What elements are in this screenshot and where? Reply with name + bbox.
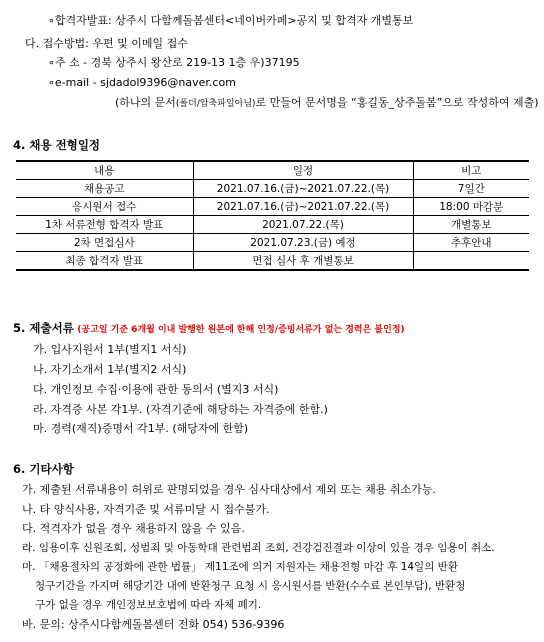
- misc-heading: 6. 기타사항: [13, 462, 74, 476]
- announcement-line: ∘합격자발표: 상주시 다함께돌봄센터<네이버카페>공지 및 합격자 개별통보: [48, 14, 414, 27]
- table-header-row: [16, 161, 529, 180]
- email-line: ∘e-mail - sjdadol9396@naver.com: [48, 76, 236, 89]
- list-item: 나. 타 양식사용, 자격기준 및 서류미달 시 접수불가.: [22, 503, 270, 516]
- table-row: [16, 216, 529, 234]
- cell-content: 채용공고: [16, 180, 193, 198]
- contact-line: 바. 문의: 상주시다함께돌봄센터 전화 054) 536-9396: [22, 618, 285, 631]
- table-row: [16, 180, 529, 198]
- cell-schedule: 면접 심사 후 개별통보: [193, 252, 413, 271]
- cell-schedule: 2021.07.16.(금)~2021.07.22.(목): [193, 180, 413, 198]
- application-method: 다. 접수방법: 우편 및 이메일 접수: [25, 37, 188, 50]
- cell-remarks: 개별통보: [413, 216, 529, 234]
- schedule-table: [16, 160, 529, 271]
- list-item: 가. 입사지원서 1부(별지1 서식): [33, 343, 187, 356]
- list-item: 마. 「채용절차의 공정화에 관한 법률」 제11조에 의거 지원자는 채용전형 마감 후 14일의 반환: [22, 561, 458, 573]
- cell-schedule: 2021.07.22.(목): [193, 216, 413, 234]
- address-line: ∘주 소 - 경북 상주시 왕산로 219-13 1층 우)37195: [48, 56, 300, 69]
- cell-content: 응시원서 접수: [16, 198, 193, 216]
- cell-remarks: 18:00 마감분: [413, 198, 529, 216]
- documents-heading-line: [13, 321, 405, 338]
- header-schedule: 일정: [193, 161, 413, 180]
- cell-schedule: 2021.07.16.(금)~2021.07.22.(목): [193, 198, 413, 216]
- header-remarks: 비고: [413, 161, 529, 180]
- cell-remarks: 7일간: [413, 180, 529, 198]
- table-row: [16, 198, 529, 216]
- list-item: 라. 자격증 사본 각1부. (자격기준에 해당하는 자격증에 한함.): [33, 403, 328, 416]
- list-item-continued: 구가 없을 경우 개인정보보호법에 따라 자체 폐기.: [35, 599, 262, 611]
- cell-remarks: [413, 252, 529, 271]
- list-item: 나. 자기소개서 1부(별지2 서식): [33, 363, 187, 376]
- cell-schedule: 2021.07.23.(금) 예정: [193, 234, 413, 252]
- documents-note: (공고일 기준 6개월 이내 발행한 원본에 한해 인정/증빙서류가 없는 경력은 불인정): [77, 325, 405, 335]
- header-content: 내용: [16, 161, 193, 180]
- list-item: 라. 임용이후 신원조회, 성범죄 및 아동학대 관련범죄 조회, 건강검진결과 이상이 있을 경우 임용이 취소.: [22, 542, 495, 554]
- cell-content: 최종 합격자 발표: [16, 252, 193, 271]
- note-small: (폴더/압축파일아님): [175, 99, 256, 109]
- list-item: 다. 적격자가 없을 경우 채용하지 않을 수 있음.: [22, 522, 245, 535]
- schedule-heading: 4. 채용 전형일정: [13, 138, 101, 152]
- list-item: 가. 제출된 서류내용이 허위로 판명되었을 경우 심사대상에서 제외 또는 채용 취소가능.: [22, 483, 436, 496]
- list-item-continued: 청구기간을 가지며 해당기간 내에 반환청구 요청 시 응시원서를 반환(수수료 본인부담), 반환청: [35, 580, 466, 592]
- table-row: [16, 252, 529, 271]
- cell-content: 2차 면접심사: [16, 234, 193, 252]
- cell-content: 1차 서류전형 합격자 발표: [16, 216, 193, 234]
- list-item: 마. 경력(재직)증명서 각1부. (해당자에 한함): [33, 422, 249, 435]
- submission-note: [115, 95, 539, 112]
- cell-remarks: 추후안내: [413, 234, 529, 252]
- documents-heading: 5. 제출서류: [13, 321, 74, 335]
- note-part-b: 로 만들어 문서명을 “홍길동_상주돌봄”으로 작성하여 제출): [255, 96, 539, 109]
- list-item: 다. 개인정보 수집·이용에 관한 동의서 (별지3 서식): [33, 383, 279, 396]
- table-row: [16, 234, 529, 252]
- note-part-a: (하나의 문서: [115, 96, 176, 109]
